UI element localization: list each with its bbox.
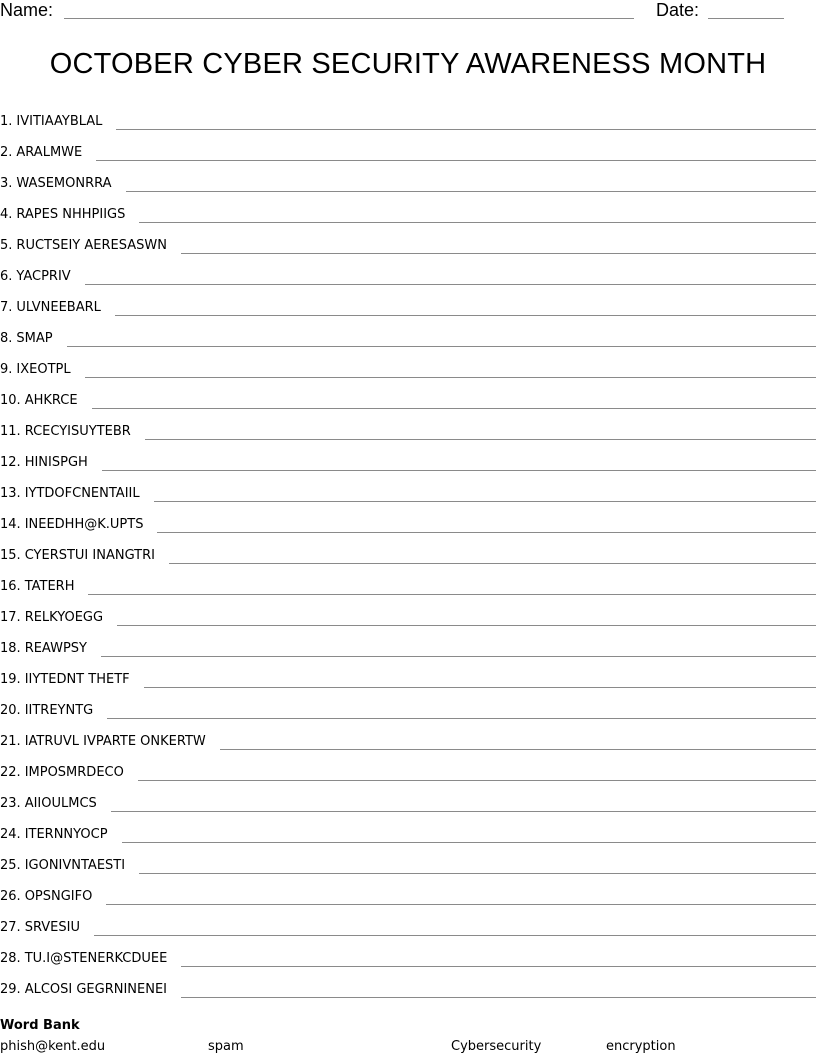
question-number: 28.: [0, 951, 21, 966]
question-number: 19.: [0, 672, 21, 687]
question-text: [0, 639, 87, 656]
answer-line[interactable]: [92, 408, 816, 409]
question-row: [0, 329, 816, 360]
question-number: 16.: [0, 579, 21, 594]
answer-line[interactable]: [144, 687, 816, 688]
question-number: 5.: [0, 238, 13, 253]
question-text: [0, 918, 80, 935]
question-number: 4.: [0, 207, 13, 222]
question-text: [0, 732, 206, 749]
page-title: OCTOBER CYBER SECURITY AWARENESS MONTH: [49, 48, 767, 80]
question-text: [0, 422, 131, 439]
question-row: [0, 608, 816, 639]
question-text: [0, 763, 124, 780]
question-text: [0, 453, 88, 470]
scrambled-word: INEEDHH@K.UPTS: [24, 517, 144, 532]
scrambled-word: REAWPSY: [24, 641, 88, 656]
question-text: [0, 143, 82, 160]
word-bank-item: Cybersecurity: [451, 1039, 542, 1054]
question-row: [0, 856, 816, 887]
question-row: [0, 887, 816, 918]
question-row: [0, 360, 816, 391]
word-bank: [0, 1018, 816, 1056]
question-text: [0, 329, 53, 346]
scrambled-word: RAPES NHHPIIGS: [16, 207, 126, 222]
question-number: 6.: [0, 269, 13, 284]
scrambled-word: ALCOSI GEGRNINENEI: [24, 982, 168, 997]
question-number: 18.: [0, 641, 21, 656]
scrambled-word: OPSNGIFO: [24, 889, 93, 904]
question-text: [0, 856, 125, 873]
answer-line[interactable]: [67, 346, 816, 347]
answer-line[interactable]: [111, 811, 816, 812]
question-row: [0, 763, 816, 794]
question-number: 1.: [0, 114, 13, 129]
answer-line[interactable]: [102, 470, 816, 471]
question-text: [0, 515, 143, 532]
question-text: [0, 205, 125, 222]
date-field-line[interactable]: [708, 18, 784, 19]
word-bank-row: [0, 1036, 816, 1056]
question-number: 26.: [0, 889, 21, 904]
answer-line[interactable]: [116, 129, 816, 130]
scrambled-word: CYERSTUI INANGTRI: [24, 548, 155, 563]
scrambled-word: HINISPGH: [24, 455, 88, 470]
question-number: 13.: [0, 486, 21, 501]
question-number: 14.: [0, 517, 21, 532]
question-row: [0, 701, 816, 732]
answer-line[interactable]: [94, 935, 816, 936]
answer-line[interactable]: [126, 191, 816, 192]
answer-line[interactable]: [122, 842, 816, 843]
word-bank-item: phish@kent.edu: [0, 1039, 106, 1054]
question-text: [0, 391, 78, 408]
question-number: 12.: [0, 455, 21, 470]
answer-line[interactable]: [88, 594, 816, 595]
answer-line[interactable]: [107, 718, 816, 719]
scrambled-word: WASEMONRRA: [16, 176, 112, 191]
word-bank-item: spam: [208, 1039, 244, 1054]
question-text: [0, 794, 97, 811]
question-number: 8.: [0, 331, 13, 346]
question-number: 9.: [0, 362, 13, 377]
question-text: [0, 825, 108, 842]
scrambled-word: TATERH: [24, 579, 75, 594]
question-number: 10.: [0, 393, 21, 408]
answer-line[interactable]: [96, 160, 816, 161]
scrambled-word: IIYTEDNT THETF: [24, 672, 130, 687]
question-row: [0, 639, 816, 670]
scrambled-word: SRVESIU: [24, 920, 80, 935]
question-number: 20.: [0, 703, 21, 718]
word-bank-title: Word Bank: [0, 1018, 80, 1033]
question-number: 2.: [0, 145, 13, 160]
question-number: 23.: [0, 796, 21, 811]
question-row: [0, 546, 816, 577]
answer-line[interactable]: [181, 997, 816, 998]
question-row: [0, 143, 816, 174]
date-label: Date:: [656, 0, 700, 20]
question-text: [0, 980, 167, 997]
scrambled-word: IMPOSMRDECO: [24, 765, 124, 780]
answer-line[interactable]: [117, 625, 816, 626]
question-text: [0, 949, 167, 966]
word-bank-item: encryption: [606, 1039, 676, 1054]
scrambled-word: IYTDOFCNENTAIIL: [24, 486, 140, 501]
question-number: 21.: [0, 734, 21, 749]
question-text: [0, 112, 102, 129]
question-number: 11.: [0, 424, 21, 439]
question-row: [0, 112, 816, 143]
question-row: [0, 174, 816, 205]
question-row: [0, 267, 816, 298]
question-number: 29.: [0, 982, 21, 997]
question-list: [0, 112, 816, 1011]
question-number: 7.: [0, 300, 13, 315]
answer-line[interactable]: [106, 904, 816, 905]
answer-line[interactable]: [139, 873, 816, 874]
question-number: 17.: [0, 610, 21, 625]
question-text: [0, 577, 74, 594]
question-row: [0, 577, 816, 608]
answer-line[interactable]: [169, 563, 816, 564]
answer-line[interactable]: [101, 656, 816, 657]
name-label: Name:: [0, 0, 54, 20]
question-number: 15.: [0, 548, 21, 563]
scrambled-word: ULVNEEBARL: [16, 300, 101, 315]
question-text: [0, 546, 155, 563]
question-row: [0, 980, 816, 1011]
answer-line[interactable]: [181, 966, 816, 967]
answer-line[interactable]: [85, 377, 816, 378]
question-row: [0, 918, 816, 949]
scrambled-word: RUCTSEIY AERESASWN: [16, 238, 167, 253]
question-row: [0, 825, 816, 856]
answer-line[interactable]: [154, 501, 816, 502]
question-number: 24.: [0, 827, 21, 842]
answer-line[interactable]: [138, 780, 816, 781]
question-row: [0, 732, 816, 763]
question-row: [0, 484, 816, 515]
scrambled-word: SMAP: [16, 331, 53, 346]
question-text: [0, 608, 103, 625]
question-row: [0, 949, 816, 980]
question-row: [0, 515, 816, 546]
question-row: [0, 453, 816, 484]
question-text: [0, 360, 71, 377]
answer-line[interactable]: [115, 315, 816, 316]
answer-line[interactable]: [220, 749, 816, 750]
answer-line[interactable]: [181, 253, 816, 254]
question-row: [0, 205, 816, 236]
question-row: [0, 236, 816, 267]
question-row: [0, 422, 816, 453]
scrambled-word: RELKYOEGG: [24, 610, 104, 625]
question-text: [0, 484, 140, 501]
question-text: [0, 887, 92, 904]
scrambled-word: RCECYISUYTEBR: [24, 424, 131, 439]
question-row: [0, 794, 816, 825]
answer-line[interactable]: [139, 222, 816, 223]
question-text: [0, 670, 130, 687]
question-text: [0, 701, 93, 718]
question-text: [0, 174, 112, 191]
question-text: [0, 267, 71, 284]
question-row: [0, 298, 816, 329]
question-number: 27.: [0, 920, 21, 935]
name-field-line[interactable]: [64, 18, 634, 19]
answer-line[interactable]: [85, 284, 816, 285]
question-row: [0, 670, 816, 701]
scrambled-word: AHKRCE: [24, 393, 78, 408]
scrambled-word: IITREYNTG: [24, 703, 94, 718]
scrambled-word: IGONIVNTAESTI: [24, 858, 126, 873]
scrambled-word: ITERNNYOCP: [24, 827, 108, 842]
question-number: 25.: [0, 858, 21, 873]
scrambled-word: YACPRIV: [16, 269, 71, 284]
scrambled-word: TU.I@STENERKCDUEE: [24, 951, 168, 966]
answer-line[interactable]: [145, 439, 816, 440]
scrambled-word: IXEOTPL: [16, 362, 71, 377]
question-number: 22.: [0, 765, 21, 780]
question-text: [0, 298, 101, 315]
question-row: [0, 391, 816, 422]
answer-line[interactable]: [157, 532, 816, 533]
worksheet-header: [0, 0, 816, 24]
question-number: 3.: [0, 176, 13, 191]
question-text: [0, 236, 167, 253]
scrambled-word: ARALMWE: [16, 145, 83, 160]
scrambled-word: AIIOULMCS: [24, 796, 97, 811]
scrambled-word: IATRUVL IVPARTE ONKERTW: [24, 734, 206, 749]
scrambled-word: IVITIAAYBLAL: [16, 114, 103, 129]
